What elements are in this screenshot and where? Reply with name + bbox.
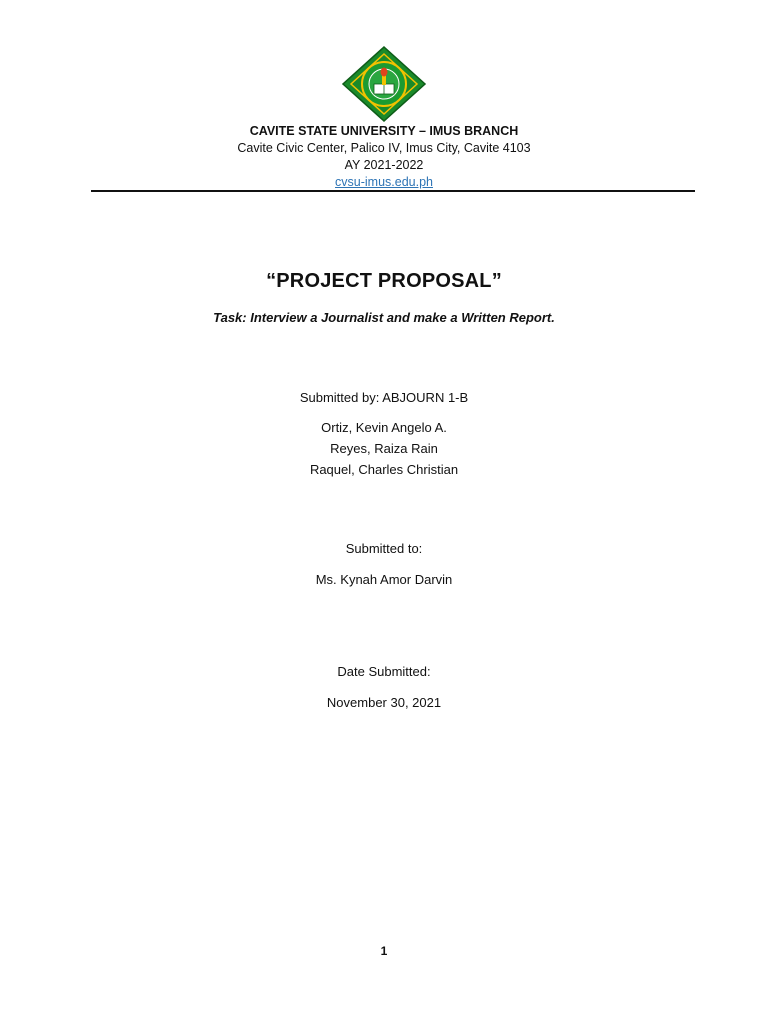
member-name: Reyes, Raiza Rain — [330, 441, 438, 456]
academic-year: AY 2021-2022 — [344, 158, 424, 172]
university-address: Cavite Civic Center, Palico IV, Imus City, Cavite 4103 — [237, 141, 531, 155]
instructor-name: Ms. Kynah Amor Darvin — [315, 572, 453, 587]
member-name: Ortiz, Kevin Angelo A. — [321, 420, 447, 435]
header-divider — [91, 190, 695, 192]
date-submitted-label: Date Submitted: — [337, 664, 431, 679]
website-link[interactable]: cvsu-imus.edu.ph — [335, 175, 433, 189]
submitted-by-label: Submitted by: ABJOURN 1-B — [299, 390, 469, 405]
institution-header — [0, 123, 768, 191]
date-submitted-value: November 30, 2021 — [326, 695, 442, 710]
document-title: “PROJECT PROPOSAL” — [266, 270, 502, 292]
member-name: Raquel, Charles Christian — [309, 462, 459, 477]
task-description: Task: Interview a Journalist and make a Written Report. — [213, 310, 555, 325]
university-name: CAVITE STATE UNIVERSITY – IMUS BRANCH — [249, 124, 519, 138]
university-seal-logo — [342, 46, 426, 122]
page-number: 1 — [380, 944, 388, 958]
submitted-to-label: Submitted to: — [345, 541, 423, 556]
